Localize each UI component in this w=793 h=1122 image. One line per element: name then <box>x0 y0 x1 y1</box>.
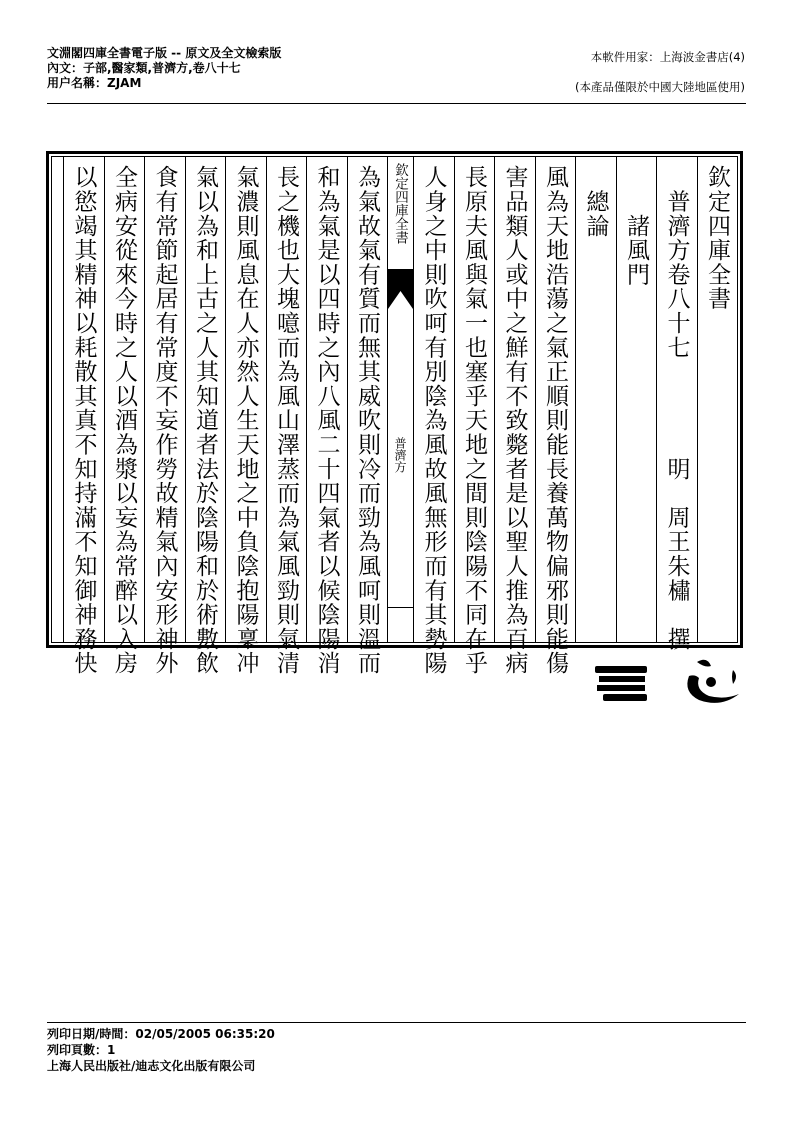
text-column <box>306 157 347 676</box>
text-column <box>413 157 454 676</box>
column-text: 人身之中則吹呵有別陰為風故風無形而有其勢陽 <box>420 165 447 676</box>
publisher-seal-logo <box>593 656 745 708</box>
publisher: 上海人民出版社/迪志文化出版有限公司 <box>47 1059 256 1073</box>
book-page-frame <box>46 151 743 676</box>
column-text: 長之機也大塊噫而為風山澤蒸而為氣風勁則氣清 <box>273 165 299 676</box>
column-text: 全病安從來今時之人以酒為漿以妄為常醉以入房 <box>111 165 137 676</box>
text-column <box>144 157 185 676</box>
fish-tail-mark-icon <box>388 269 413 309</box>
gutter-book-name: 普濟方 <box>393 437 407 473</box>
column-text: 以慾竭其精神以耗散其真不知持滿不知御神務快 <box>70 165 97 676</box>
text-column <box>535 157 576 676</box>
text-column <box>185 157 226 676</box>
text-column <box>454 157 495 676</box>
license-holder: 本軟件用家：上海波金書店(4) <box>590 50 745 64</box>
text-column <box>697 157 738 642</box>
center-gutter <box>387 157 413 642</box>
column-text: 害品類人或中之鮮有不致斃者是以聖人推為百病 <box>501 165 528 676</box>
text-column <box>616 157 657 642</box>
text-column <box>347 157 388 676</box>
column-text: 為氣故氣有質而無其威吹則冷而勁為風呵則溫而 <box>354 165 380 676</box>
text-column <box>266 157 307 676</box>
text-column <box>494 157 535 676</box>
column-text: 普濟方卷八十七 明 周王朱橚 撰 <box>663 165 690 651</box>
header-right <box>575 49 745 96</box>
footer-rule <box>47 1022 746 1023</box>
column-text: 和為氣是以四時之內八風二十四氣者以候陰陽消 <box>313 165 340 676</box>
gutter-rule <box>388 607 413 608</box>
text-column <box>225 157 266 676</box>
text-column <box>104 157 145 676</box>
content-path: 內文：子部,醫家類,普濟方,卷八十七 <box>47 61 241 75</box>
column-text: 諸風門 <box>623 165 649 287</box>
print-pages: 列印頁數：1 <box>47 1043 116 1057</box>
text-column <box>656 157 697 651</box>
header-rule <box>47 103 746 104</box>
column-text: 欽定四庫全書 <box>704 165 730 311</box>
column-text: 氣濃則風息在人亦然人生天地之中負陰抱陽稟冲 <box>232 165 259 676</box>
edition-title: 文淵閣四庫全書電子版 -- 原文及全文檢索版 <box>47 46 282 60</box>
text-column <box>575 157 616 642</box>
column-text: 總論 <box>582 165 609 238</box>
header-left <box>47 46 281 91</box>
column-text: 氣以為和上古之人其知道者法於陰陽和於術數飲 <box>192 165 218 676</box>
region-note: (本產品僅限於中國大陸地區使用) <box>575 80 745 94</box>
column-text: 風為天地浩蕩之氣正順則能長養萬物偏邪則能傷 <box>542 165 568 676</box>
print-datetime: 列印日期/時間：02/05/2005 06:35:20 <box>47 1027 275 1041</box>
text-column <box>63 157 104 676</box>
book-page-grid <box>51 156 738 676</box>
column-text: 食有常節起居有常度不妄作勞故精氣內安形神外 <box>151 165 178 676</box>
gutter-collection-title: 欽定四庫全書 <box>392 163 408 244</box>
footer <box>47 1026 275 1074</box>
user-name: 用户名稱：ZJAM <box>47 76 142 90</box>
column-text: 長原夫風與氣一也塞乎天地之間則陰陽不同在乎 <box>461 165 487 676</box>
